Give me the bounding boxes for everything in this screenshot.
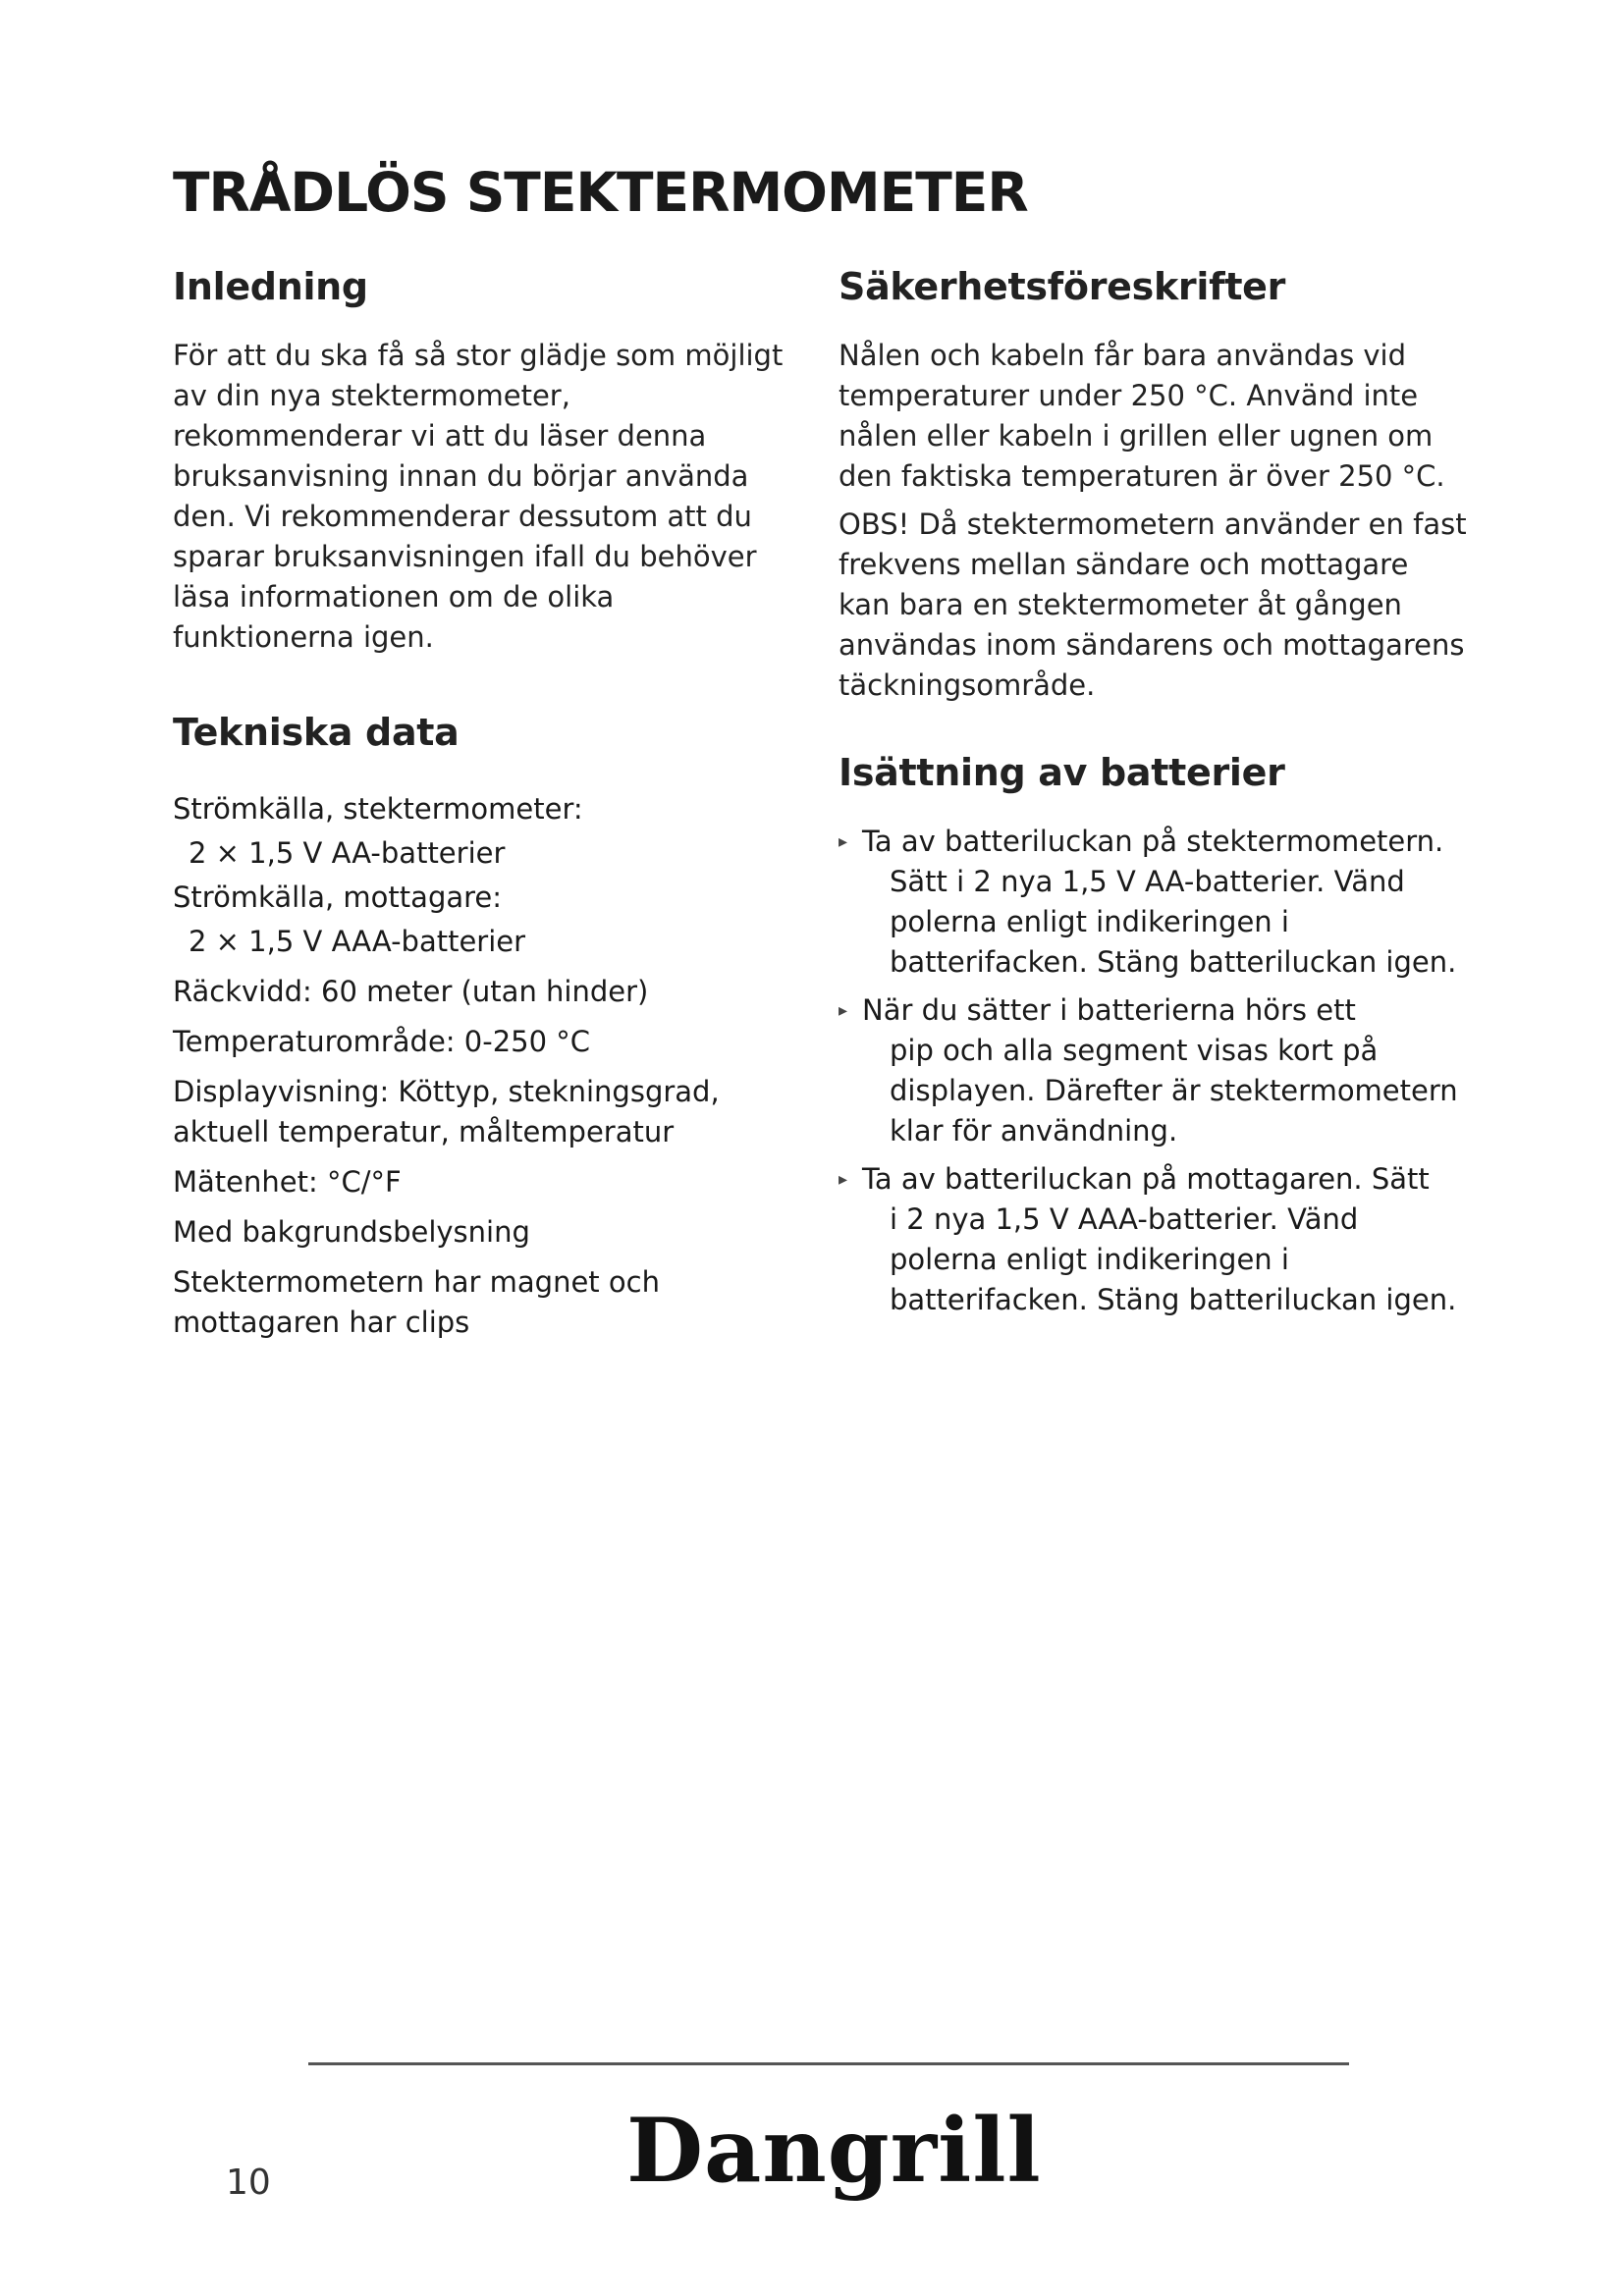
- spec-item: Strömkälla, mottagare:: [173, 881, 503, 914]
- list-item-continuation: i 2 nya 1,5 V AAA-batterier. Vänd polerna enligt indikeringen i batterifacken. Stäng batteriluckan igen.: [890, 1202, 1457, 1316]
- list-item: [839, 822, 1467, 983]
- bullet-icon: ▸: [839, 1000, 848, 1021]
- batteries-list: [839, 822, 1467, 1320]
- spec-item: Räckvidd: 60 meter (utan hinder): [173, 975, 649, 1008]
- list-item-lead: När du sätter i batterierna hörs ett: [862, 993, 1356, 1027]
- spec-item: [173, 922, 801, 962]
- list-item-continuation: pip och alla segment visas kort på displayen. Därefter är stektermometern klar för användning.: [890, 1034, 1458, 1148]
- brand-logo: Dangrill: [626, 2099, 1042, 2203]
- list-item: [839, 1159, 1467, 1320]
- batteries-heading: Isättning av batterier: [839, 751, 1285, 794]
- bullet-icon: ▸: [839, 1169, 848, 1190]
- batteries-section: [839, 751, 1467, 1320]
- spec-item-value: 2 × 1,5 V AA-batterier: [189, 836, 506, 870]
- specs-section: [173, 711, 801, 1343]
- list-item-lead: Ta av batteriluckan på mottagaren. Sätt: [862, 1162, 1430, 1196]
- spec-item: [173, 833, 801, 874]
- specs-list: [173, 789, 801, 1343]
- left-column: [173, 265, 801, 1353]
- spec-item: Strömkälla, stektermometer:: [173, 792, 583, 826]
- intro-heading: Inledning: [173, 265, 368, 308]
- specs-heading: Tekniska data: [173, 711, 460, 754]
- list-item-continuation: Sätt i 2 nya 1,5 V AA-batterier. Vänd polerna enligt indikeringen i batterifacken. Stäng batteriluckan igen.: [890, 865, 1457, 979]
- list-item: [839, 990, 1467, 1151]
- safety-paragraph: OBS! Då stektermometern använder en fast frekvens mellan sändare och mottagare kan bara en stektermometer åt gången användas inom sändarens och mottagarens täckningsområde.: [839, 507, 1467, 702]
- spec-item: Displayvisning: Köttyp, stekningsgrad, aktuell temperatur, måltemperatur: [173, 1075, 720, 1148]
- spec-item: Temperaturområde: 0-250 °C: [173, 1025, 591, 1058]
- safety-heading: Säkerhetsföreskrifter: [839, 265, 1286, 308]
- list-item-lead: Ta av batteriluckan på stektermometern.: [862, 825, 1444, 858]
- page-number: 10: [226, 2163, 271, 2203]
- spec-item: Mätenhet: °C/°F: [173, 1165, 402, 1199]
- spec-item-value: 2 × 1,5 V AAA-batterier: [189, 925, 526, 958]
- safety-paragraph: Nålen och kabeln får bara användas vid temperaturer under 250 °C. Använd inte nålen eller kabeln i grillen eller ugnen om den faktiska temperaturen är över 250 °C.: [839, 339, 1445, 493]
- intro-text: För att du ska få så stor glädje som möjligt av din nya stektermometer, rekommenderar vi att du läser denna bruksanvisning innan du börjar använda den. Vi rekommenderar dessutom att du sparar bruksanvisningen ifall du behöver läsa informationen om de olika funktionerna igen.: [173, 339, 784, 654]
- page-title: TRÅDLÖS STEKTERMOMETER: [173, 161, 1028, 224]
- safety-section: [839, 265, 1467, 706]
- intro-section: [173, 265, 801, 658]
- footer-divider: [308, 2062, 1349, 2065]
- bullet-icon: ▸: [839, 831, 848, 852]
- spec-item: Stektermometern har magnet och mottagaren har clips: [173, 1265, 660, 1339]
- spec-item: Med bakgrundsbelysning: [173, 1215, 530, 1249]
- right-column: [839, 265, 1467, 1328]
